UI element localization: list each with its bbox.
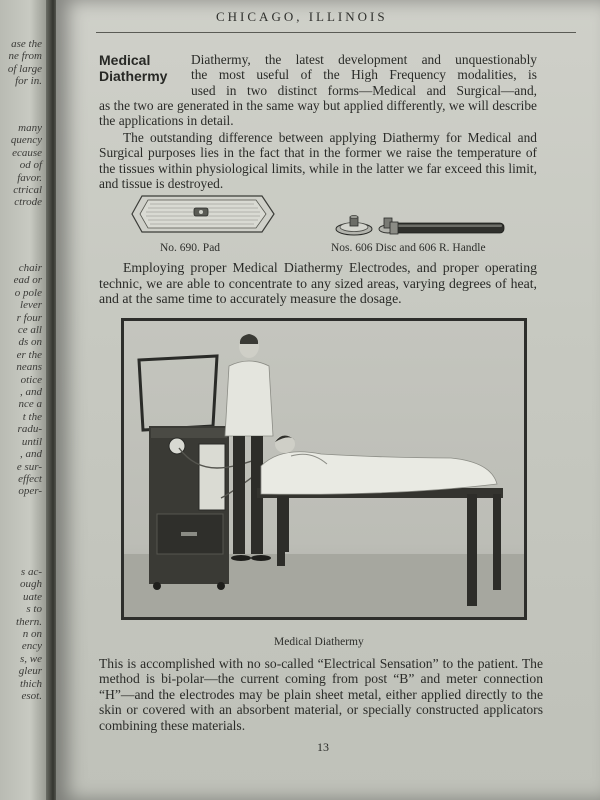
pad-electrode-figure bbox=[126, 188, 286, 240]
photo-caption: Medical Diathermy bbox=[274, 636, 364, 648]
disc-handle-caption: Nos. 606 Disc and 606 R. Handle bbox=[331, 242, 486, 254]
paragraph-difference: The outstanding difference between applying Diathermy for Medical and Surgical purposes lies in the fact that in the former we raise the temperature of the tissues within physiological limits, while in the latter we far exceed this limit, and tissue is destroyed. bbox=[99, 130, 537, 192]
left-page-fragment: many quency ecause od of favor. ctrical ctrode bbox=[10, 122, 42, 209]
page-number: 13 bbox=[317, 740, 329, 754]
left-page-fragment: s ac- ough uate s to thern. n on ency s, we gleur thich esot. bbox=[16, 566, 42, 703]
medical-diathermy-photograph bbox=[121, 318, 527, 620]
disc-and-handle-figure bbox=[326, 208, 516, 242]
header-rule bbox=[96, 32, 576, 33]
paragraph-electrodes: Employing proper Medical Diathermy Electrodes, and proper operating technic, we are able to concentrate to any sized areas, varying degrees of heat, and at the same time to accurately measure the dosage. bbox=[99, 260, 537, 307]
pad-caption: No. 690. Pad bbox=[160, 242, 221, 254]
section-sidehead: Medical Diathermy bbox=[99, 52, 168, 84]
paragraph-intro-lines: Diathermy, the latest development and unquestionably the most useful of the High Frequency modalities, is used in two distinct forms—Medical and Surgical—and, bbox=[191, 52, 537, 98]
running-header: CHICAGO, ILLINOIS bbox=[216, 9, 388, 24]
paragraph-sensation: This is accomplished with no so-called “Electrical Sensation” to the patient. The method is bi-polar—the current coming from post “B” and meter connection “H”—and the electrodes may be plain sheet metal, either applied directly to the skin or covered with an absorbent material, or specially constructed applicators combining these materials. bbox=[99, 656, 543, 733]
left-page-fragment: chair ead or o pole lever r four ce all ds on er the neans otice , and nce a t the radu- until , and e sur- effect oper- bbox=[13, 262, 42, 498]
book-page bbox=[56, 0, 600, 800]
left-page-fragment: ase the ne from of large for in. bbox=[7, 38, 42, 88]
paragraph-intro-rest: as the two are generated in the same way but applied differently, we will describe the applications in detail. bbox=[99, 98, 537, 129]
left-page bbox=[0, 0, 50, 800]
